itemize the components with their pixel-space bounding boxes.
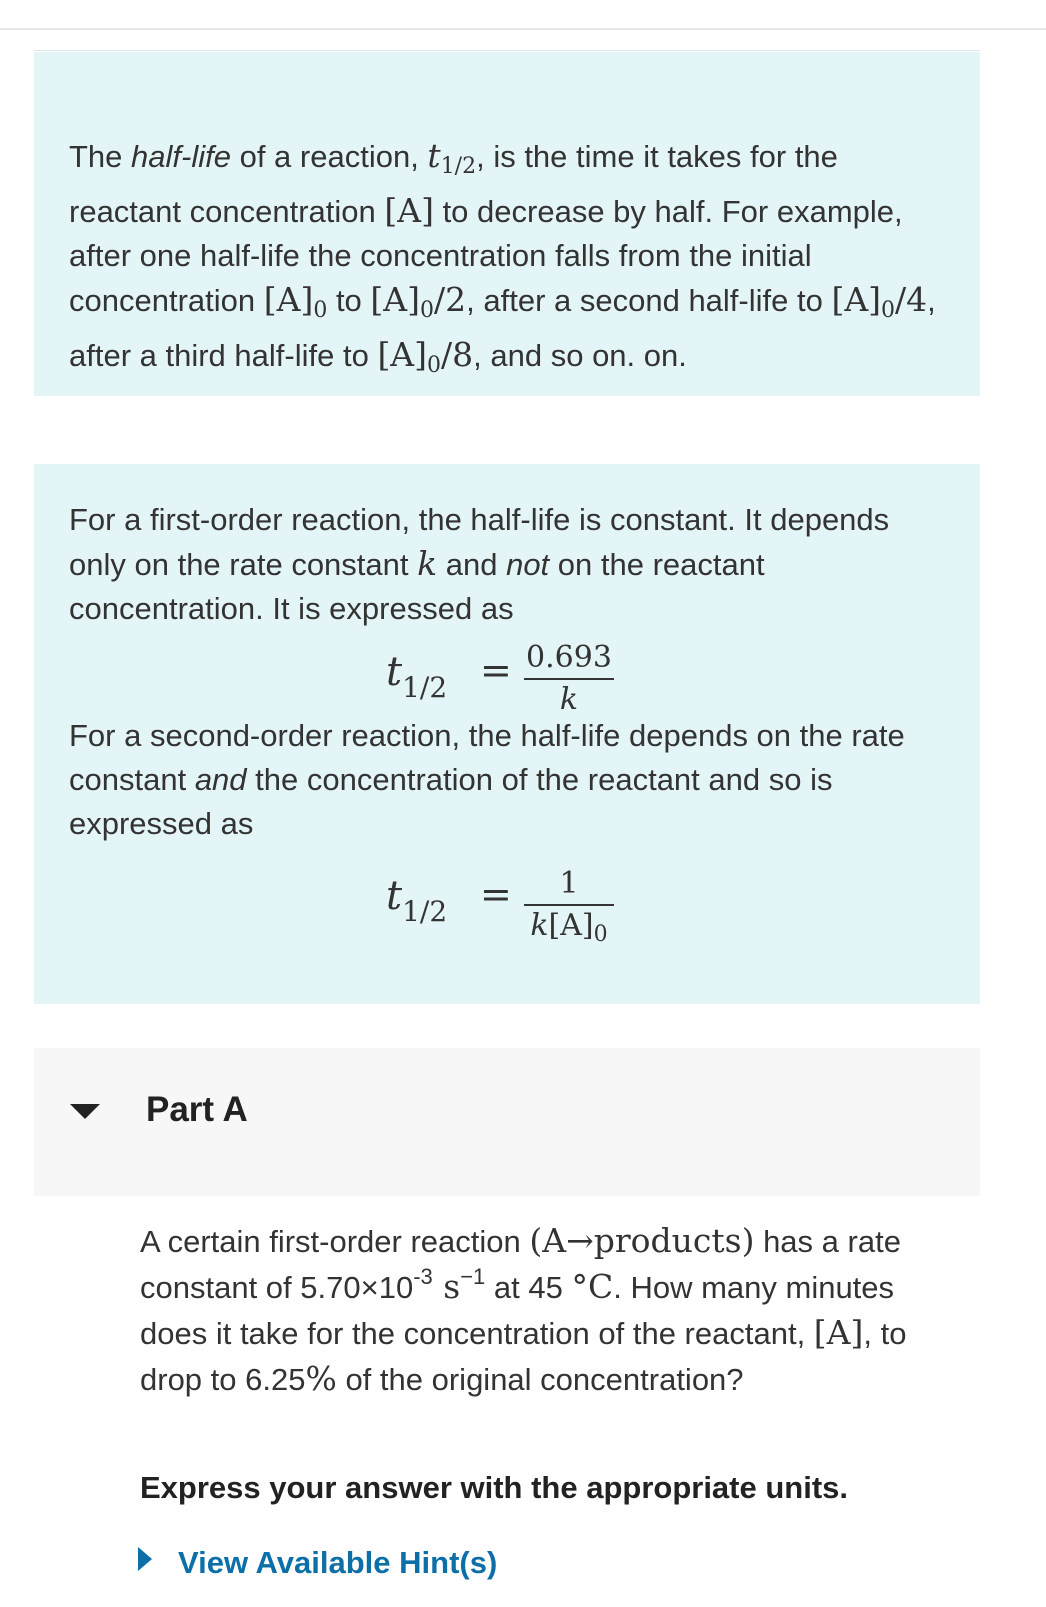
degree-celsius: °C [571,1267,614,1306]
and-emphasis: and [194,762,247,797]
top-divider [0,28,1046,30]
not-emphasis: not [506,547,550,582]
text: , after a third half-life to [69,283,936,373]
text: to [327,283,371,318]
t-half-symbol: $t_{1/2}$ [427,136,477,179]
concentration-A0-over-2: $[A]_0/2$ [370,280,467,323]
first-order-paragraph: For a first-order reaction, the half-life is constant. It depends only on the rate constant k and not on the reactant concentration. It is expressed as [69,502,890,626]
concentration-A0-over-8: $[A]_0/8$ [377,335,474,378]
part-a-header[interactable] [34,1048,980,1196]
rate-constant-k: k [417,544,438,583]
text: to decrease by half. For example, after one half-life the concentration falls from the initial concentration [69,194,903,318]
fraction-0693-over-k: 0.693 k [524,640,614,718]
box-divider [34,50,980,51]
intro-half-life-box [34,52,980,396]
reaction-expression: (A→products) [529,1221,755,1260]
text: The [69,139,132,174]
first-order-equation: $t_{1/2}$ = 0.693 k [34,642,980,722]
text: , is the time it takes for the reactant concentration [69,139,838,229]
answer-instruction: Express your answer with the appropriate units. [140,1470,849,1505]
half-life-term: half-life [131,139,231,174]
unit-s: s [432,1267,461,1306]
percent-sign: % [305,1359,337,1398]
view-hints-link[interactable] [138,1545,497,1581]
hint-label: View Available Hint(s) [178,1545,498,1580]
question-text: A certain first-order reaction (A→products) has a rate constant of $5.70\times 10^{-3}$ $s^{-1}$ at 45 °C. How many minutes does it take for the concentration of the reactant, [A], to drop to 6.25% of the original concentration? [140,1221,907,1398]
intro-order-box [34,464,980,1004]
concentration-A: [A] [384,191,434,230]
part-a-title: Part A [146,1090,248,1129]
concentration-A0-over-4: $[A]_0/4$ [831,280,928,323]
text: of a reaction, [230,139,428,174]
text: , after a second half-life to [466,283,832,318]
collapse-triangle-icon[interactable] [70,1104,100,1119]
fraction-1-over-kA0: 1 $k[A]_0$ [524,866,614,953]
text: , and so on. on. [473,338,687,373]
concentration-A: [A] [813,1313,864,1352]
expand-triangle-icon [138,1547,152,1571]
concentration-A0: $[A]_0$ [263,280,328,323]
second-order-paragraph: For a second-order reaction, the half-life depends on the rate constant and the concentration of the reactant and so is expressed as [69,718,905,841]
second-order-equation: $t_{1/2}$ = 1 $k[A]_0$ [34,866,980,946]
